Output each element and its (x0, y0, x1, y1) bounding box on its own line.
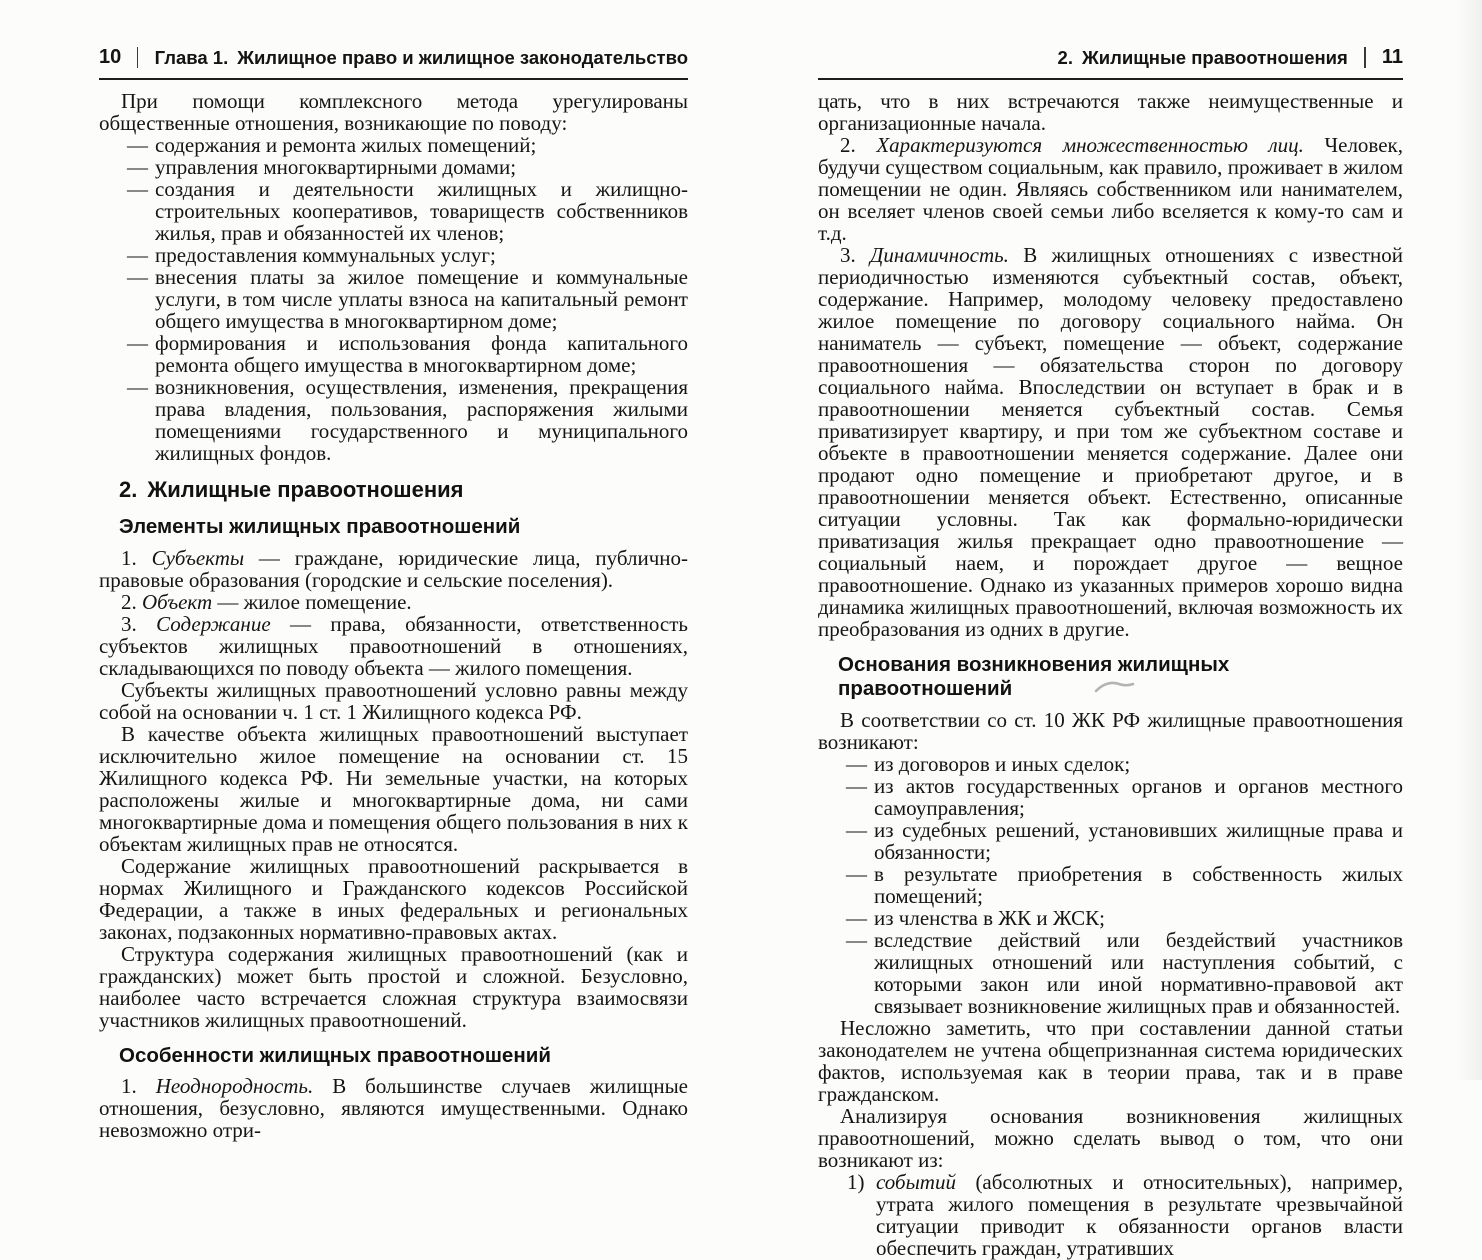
list-item (155, 244, 688, 266)
list-item-text: из актов государственных органов и органов местного самоуправления; (874, 774, 1403, 820)
dash-bullet: — (127, 134, 148, 156)
section-number: 2. (119, 477, 137, 502)
dash-list-left (99, 134, 688, 464)
item-text: Человек, будучи существом социальным, как правило, проживает в жилом помещении не один. Являясь собственником или нанимателем, он вселяет членов своей семьи либо вселяется к кому-то сам и т.д. (818, 133, 1403, 245)
list-item (874, 929, 1403, 1017)
dash-bullet: — (127, 244, 148, 266)
list-item (874, 863, 1403, 907)
dash-bullet: — (127, 156, 148, 178)
item-term: событий (876, 1170, 956, 1194)
dash-bullet: — (846, 775, 867, 797)
list-item-text: предоставления коммунальных услуг; (155, 243, 496, 267)
item-text: В жилищных отношениях с известной периодичностью изменяются субъектный состав, объект, содержание. Например, молодому человеку предоставлено жилое помещение по договору социального найма. Он наниматель — субъект, помещение — объект, содержание правоотношения — обязательства сторон по договору социального найма. Впоследствии он вступает в брак и в правоотношении меняется субъектный состав. Семья приватизирует квартиру, и при том же субъектном составе и объекте в правоотношении меняется содержание. Далее они продают одно помещение и приобретают другое, и в правоотношении меняется объект. Естественно, описанные ситуации условны. Так как формально-юридически приватизация жилья прекращает одно правоотношение — социальный наем, и порождает другое — вещное правоотношение. Однако из указанных примеров хорошо видна динамика жилищных правоотношений, включая возможность их преобразования из одних в другие. (818, 243, 1403, 641)
list-item (874, 907, 1403, 929)
paragraph-intro: При помощи комплексного метода урегулированы общественные отношения, возникающие по поводу: (99, 90, 688, 134)
paragraph: Субъекты жилищных правоотношений условно равны между собой на основании ч. 1 ст. 1 Жилищного кодекса РФ. (99, 679, 688, 723)
page-edge-shadow (1456, 0, 1482, 1080)
list-item (155, 376, 688, 464)
item-term: Объект (142, 590, 212, 614)
numbered-list-item (876, 1171, 1403, 1259)
section-label: 2. (1058, 47, 1073, 69)
dash-bullet: — (846, 929, 867, 951)
list-item-text: управления многоквартирными домами; (155, 155, 516, 179)
dash-bullet: — (127, 178, 148, 200)
paragraph: Структура содержания жилищных правоотношений (как и гражданских) может быть простой и сложной. Безусловно, наиболее часто встречается сложная структура взаимосвязи участников жилищных правоотношений. (99, 943, 688, 1031)
list-item (155, 266, 688, 332)
list-item (155, 134, 688, 156)
item-number: 2. (121, 590, 137, 614)
list-item-text: из договоров и иных сделок; (874, 752, 1130, 776)
subheading-features: Особенности жилищных правоотношений (119, 1044, 688, 1068)
paragraph-intro: В соответствии со ст. 10 ЖК РФ жилищные правоотношения возникают: (818, 709, 1403, 753)
list-item (874, 819, 1403, 863)
list-item-text: возникновения, осуществления, изменения, прекращения права владения, пользования, распоряжения жилыми помещениями государственного и муниципального жилищных фондов. (155, 375, 688, 465)
item-text: — жилое помещение. (212, 590, 412, 614)
paragraph: В качестве объекта жилищных правоотношений выступает исключительно жилое помещение на основании ст. 15 Жилищного кодекса РФ. Ни земельные участки, на которых расположены жилые и многоквартирные дома, ни сами многоквартирные дома и помещения общего пользования в них к объектам жилищных прав не относятся. (99, 723, 688, 855)
right-page-body (818, 90, 1403, 1259)
subheading-grounds: Основания возникновения жилищных правоотношений (838, 653, 1403, 701)
chapter-title: Жилищное право и жилищное законодательство (237, 47, 688, 69)
list-item (155, 332, 688, 376)
item-term: Характеризуются множественностью лиц. (876, 133, 1304, 157)
section-title: Жилищные правоотношения (1082, 47, 1348, 69)
list-item-text: содержания и ремонта жилых помещений; (155, 133, 536, 157)
right-page-number: 11 (1382, 46, 1403, 69)
list-item (874, 753, 1403, 775)
list-item (155, 178, 688, 244)
dash-bullet: — (846, 819, 867, 841)
list-item-text: внесения платы за жилое помещение и коммунальные услуги, в том числе уплаты взноса на капитальный ремонт общего имущества в многоквартирном доме; (155, 265, 688, 333)
dash-bullet: — (846, 907, 867, 929)
list-item (874, 775, 1403, 819)
dash-bullet: — (846, 863, 867, 885)
dash-bullet: — (127, 266, 148, 288)
numbered-paragraph (99, 547, 688, 591)
item-number: 3. (121, 612, 137, 636)
item-term: Содержание (156, 612, 271, 636)
item-text: В большинстве случаев жилищные отношения, безусловно, являются имущественными. Однако невозможно отри- (99, 1074, 688, 1142)
right-page (818, 0, 1403, 1259)
section-heading (119, 477, 688, 503)
item-term: Неоднородность. (156, 1074, 314, 1098)
numbered-paragraph (99, 591, 688, 613)
item-number: 1) (847, 1171, 865, 1193)
list-item-text: из членства в ЖК и ЖСК; (874, 906, 1105, 930)
item-number: 2. (840, 133, 856, 157)
left-running-head (99, 46, 688, 80)
dash-bullet: — (127, 376, 148, 398)
dash-bullet: — (127, 332, 148, 354)
right-running-head (818, 46, 1403, 80)
paragraph: Анализируя основания возникновения жилищных правоотношений, можно сделать вывод о том, что они возникают из: (818, 1105, 1403, 1171)
item-number: 1. (121, 1074, 137, 1098)
pencil-smudge-mark (1093, 676, 1139, 696)
left-page (99, 0, 688, 1141)
item-text: (абсолютных и относительных), например, утрата жилого помещения в результате чрезвычайной ситуации приводит к обязанности органов власти обеспечить граждан, утративших (876, 1170, 1403, 1260)
paragraph: Несложно заметить, что при составлении данной статьи законодателем не учтена общепризнанная система юридических фактов, используемая как в теории права, так и в праве гражданском. (818, 1017, 1403, 1105)
list-item (155, 156, 688, 178)
list-item-text: из судебных решений, установивших жилищные права и обязанности; (874, 818, 1403, 864)
left-page-number: 10 (99, 46, 121, 69)
numbered-paragraph (99, 613, 688, 679)
item-text: — права, обязанности, ответственность субъектов жилищных правоотношений в отношениях, складывающихся по поводу объекта — жилого помещения. (99, 612, 688, 680)
numbered-paragraph (818, 134, 1403, 244)
item-term: Субъекты (152, 546, 245, 570)
item-text: — граждане, юридические лица, публично-правовые образования (городские и сельские поселения). (99, 546, 688, 592)
dash-list-right (818, 753, 1403, 1017)
list-item-text: вследствие действий или бездействий участников жилищных отношений или наступления событий, с которыми закон или иной нормативно-правовой акт связывает возникновение жилищных прав и обязанностей. (874, 928, 1403, 1018)
subheading-elements: Элементы жилищных правоотношений (119, 515, 688, 539)
left-page-body (99, 90, 688, 1141)
numbered-paragraph (818, 244, 1403, 640)
numbered-paragraph (99, 1075, 688, 1141)
chapter-label: Глава 1. (155, 47, 229, 69)
list-item-text: в результате приобретения в собственность жилых помещений; (874, 862, 1403, 908)
item-number: 1. (121, 546, 137, 570)
list-item-text: формирования и использования фонда капитального ремонта общего имущества в многоквартирном доме; (155, 331, 688, 377)
paragraph: Содержание жилищных правоотношений раскрывается в нормах Жилищного и Гражданского кодексов Российской Федерации, а также в иных федеральных и региональных законах, подзаконных нормативно-правовых актах. (99, 855, 688, 943)
header-divider-bar (1364, 47, 1366, 68)
list-item-text: создания и деятельности жилищных и жилищно-строительных кооперативов, товариществ собственников жилья, прав и обязанностей их членов; (155, 177, 688, 245)
section-title: Жилищные правоотношения (147, 477, 463, 502)
item-number: 3. (840, 243, 856, 267)
paragraph-continuation: цать, что в них встречаются также неимущественные и организационные начала. (818, 90, 1403, 134)
dash-bullet: — (846, 753, 867, 775)
item-term: Динамичность. (870, 243, 1009, 267)
